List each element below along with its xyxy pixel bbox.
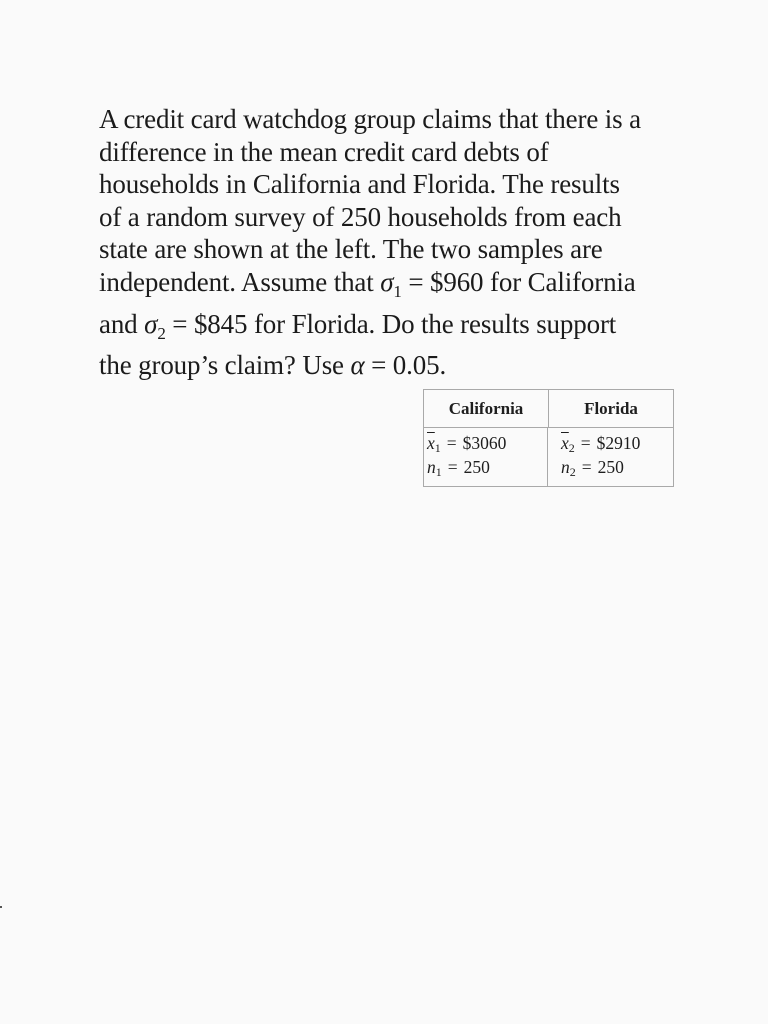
- alpha-symbol: α: [350, 350, 365, 381]
- problem-line: of a random survey of 250 households from each: [99, 201, 622, 232]
- problem-line: A credit card watchdog group claims that there is a: [99, 104, 641, 134]
- problem-line-sigma2: [99, 308, 699, 341]
- header-florida: Florida: [584, 398, 638, 418]
- problem-line: households in California and Florida. The results: [99, 169, 620, 200]
- header-california: California: [424, 390, 549, 427]
- problem-line-sigma1: [99, 266, 699, 299]
- florida-stats: [548, 428, 673, 486]
- problem-line: difference in the mean credit card debts of: [99, 136, 549, 167]
- mean-value: $2910: [596, 433, 641, 453]
- sigma-symbol: σ: [144, 308, 158, 339]
- text-segment: = 0.05.: [364, 350, 447, 381]
- n-variable: n: [561, 457, 570, 477]
- california-mean: [427, 431, 547, 455]
- n-subscript: 1: [435, 465, 442, 479]
- florida-mean: [561, 431, 673, 455]
- mean-variable: $\overline{x}$: [427, 433, 435, 453]
- text-segment: = $960 for California: [401, 266, 636, 297]
- mean-subscript: 1: [434, 441, 441, 455]
- equals-sign: =: [446, 433, 457, 453]
- text-segment: the group’s claim? Use: [99, 350, 351, 381]
- sigma-symbol: σ: [380, 266, 394, 297]
- equals-sign: =: [447, 457, 458, 477]
- n-variable: n: [427, 457, 436, 477]
- california-sample-size: [427, 455, 547, 479]
- table-data-row: [424, 428, 673, 486]
- problem-line-alpha: [99, 349, 699, 382]
- equals-sign: =: [581, 457, 592, 477]
- n-value: 250: [463, 457, 490, 477]
- problem-text: [99, 103, 699, 382]
- florida-sample-size: [561, 455, 673, 479]
- california-stats: [424, 428, 548, 486]
- problem-line: state are shown at the left. The two samples are: [99, 234, 603, 265]
- sigma-subscript: 2: [157, 323, 166, 343]
- n-value: 250: [597, 457, 624, 477]
- text-segment: independent. Assume that: [99, 266, 381, 297]
- mean-subscript: 2: [568, 441, 575, 455]
- equals-sign: =: [580, 433, 591, 453]
- sigma-subscript: 1: [393, 281, 402, 301]
- mean-variable: $\overline{x}$: [561, 433, 569, 453]
- scan-artifact: [0, 906, 2, 908]
- mean-value: $3060: [462, 433, 507, 453]
- table-header-row: [424, 390, 673, 428]
- sample-data-table: [423, 389, 674, 487]
- n-subscript: 2: [569, 465, 576, 479]
- text-segment: = $845 for Florida. Do the results support: [165, 308, 617, 339]
- text-segment: and: [99, 308, 145, 339]
